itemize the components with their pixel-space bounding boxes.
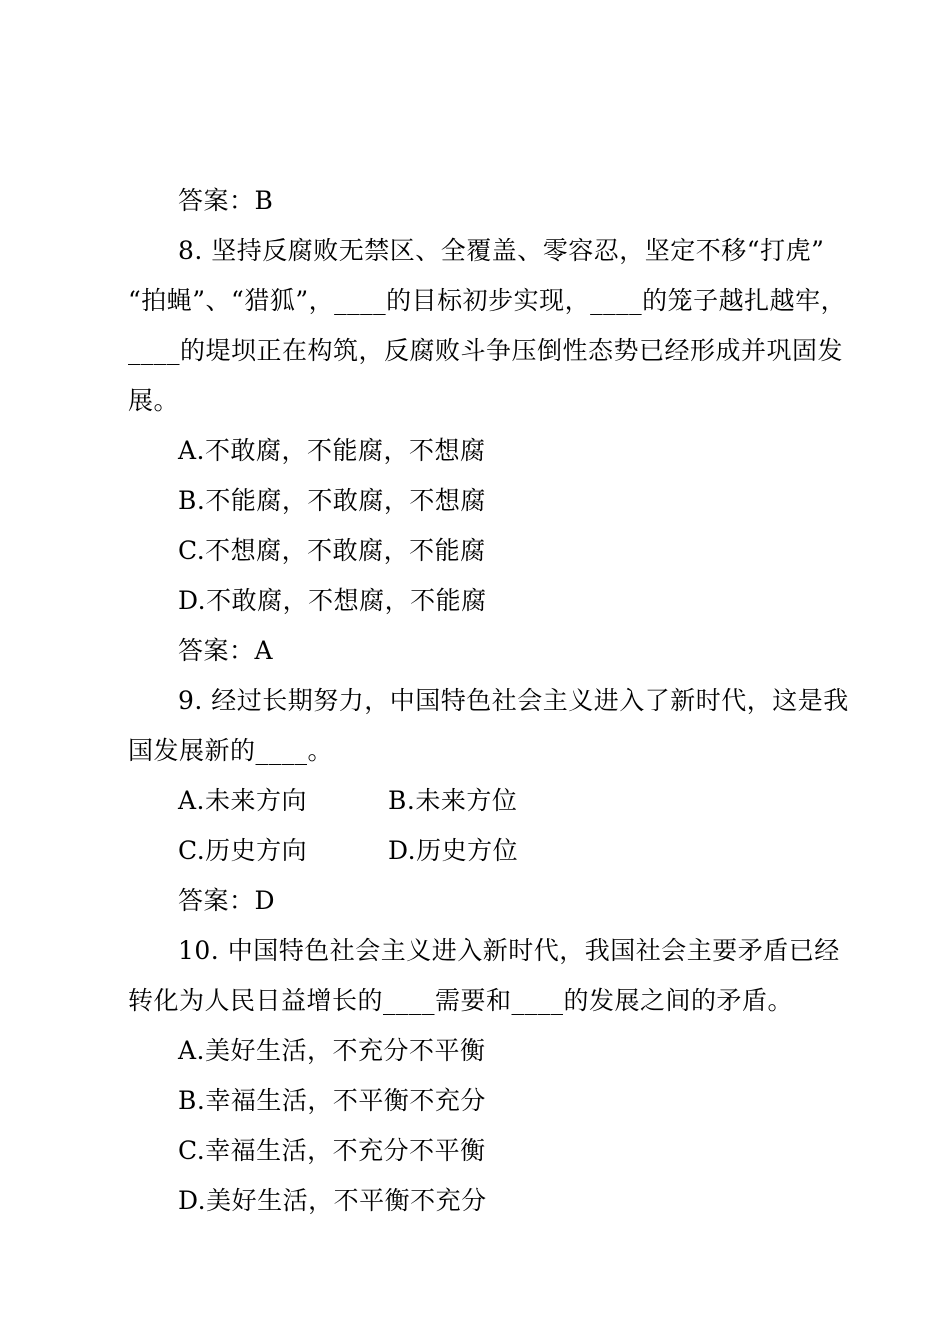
question-9-stem-line-1: 9. 经过长期努力，中国特色社会主义进入了新时代，这是我 bbox=[178, 686, 849, 715]
question-9-option-a: A.未来方向 bbox=[178, 786, 308, 815]
question-8-option-b: B.不能腐，不敢腐，不想腐 bbox=[178, 486, 486, 515]
question-9-stem-line-2: 国发展新的____。 bbox=[128, 736, 334, 765]
question-8-option-a: A.不敢腐，不能腐，不想腐 bbox=[178, 436, 486, 465]
question-8-stem-line-4: 展。 bbox=[128, 386, 180, 415]
question-9-option-b: B.未来方位 bbox=[388, 786, 518, 815]
answer-q9: 答案：D bbox=[178, 886, 276, 915]
answer-q8: 答案：A bbox=[178, 636, 274, 665]
question-9-option-c: C.历史方向 bbox=[178, 836, 308, 865]
question-10-option-b: B.幸福生活，不平衡不充分 bbox=[178, 1086, 486, 1115]
question-8-stem-line-1: 8. 坚持反腐败无禁区、全覆盖、零容忍，坚定不移“打虎” bbox=[178, 236, 825, 265]
question-10-stem-line-1: 10. 中国特色社会主义进入新时代，我国社会主要矛盾已经 bbox=[178, 936, 840, 965]
question-8-option-d: D.不敢腐，不想腐，不能腐 bbox=[178, 586, 487, 615]
question-10-option-d: D.美好生活，不平衡不充分 bbox=[178, 1186, 487, 1215]
question-9-option-row-1 bbox=[0, 776, 950, 826]
question-9-option-d: D.历史方位 bbox=[388, 836, 519, 865]
question-8-stem-line-3: ____的堤坝正在构筑，反腐败斗争压倒性态势已经形成并巩固发 bbox=[128, 336, 844, 365]
question-9-option-row-2 bbox=[0, 826, 950, 876]
question-10-stem-line-2: 转化为人民日益增长的____需要和____的发展之间的矛盾。 bbox=[128, 986, 794, 1015]
question-10-option-c: C.幸福生活，不充分不平衡 bbox=[178, 1136, 486, 1165]
question-8-option-c: C.不想腐，不敢腐，不能腐 bbox=[178, 536, 486, 565]
answer-q7: 答案：B bbox=[178, 186, 274, 215]
question-10-option-a: A.美好生活，不充分不平衡 bbox=[178, 1036, 486, 1065]
question-8-stem-line-2: “拍蝇”、“猎狐”，____的目标初步实现，____的笼子越扎越牢， bbox=[128, 286, 847, 315]
